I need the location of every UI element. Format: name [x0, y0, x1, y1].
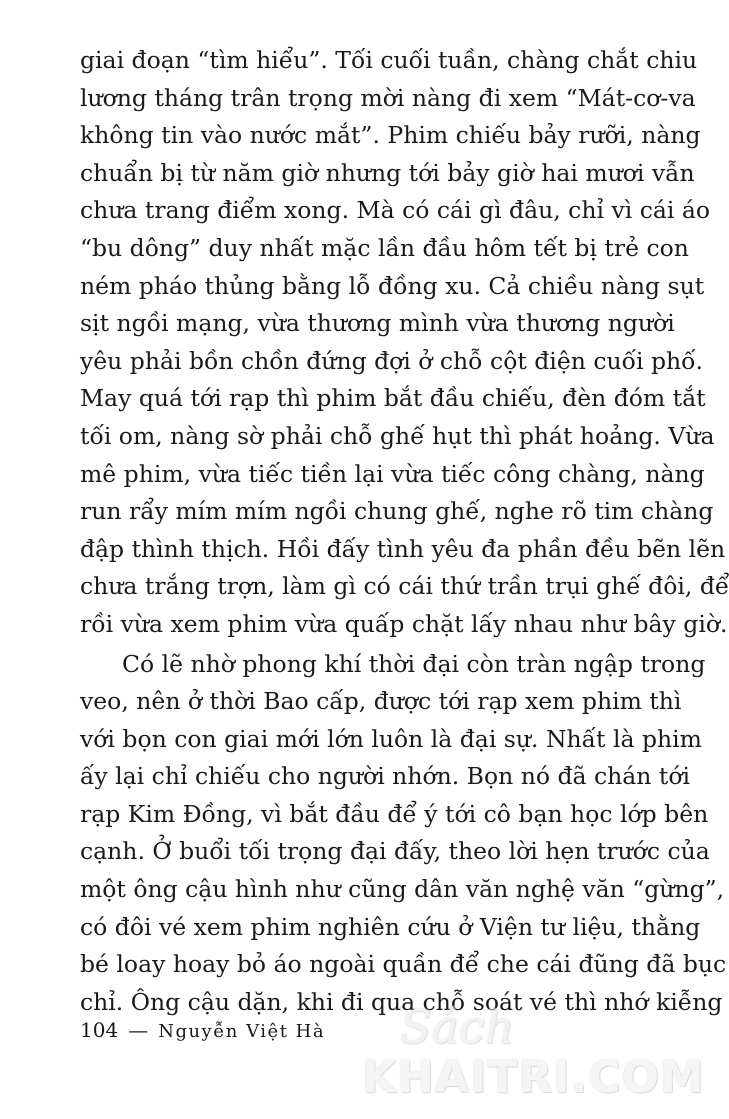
text-line: giai đoạn “tìm hiểu”. Tối cuối tuần, chàng chắt chiu	[80, 46, 698, 74]
text-line: chuẩn bị từ năm giờ nhưng tới bảy giờ hai mươi vẫn	[80, 158, 695, 187]
text-line: May quá tới rạp thì phim bắt đầu chiếu, đèn đóm tắt	[80, 384, 706, 413]
page-footer	[80, 1018, 325, 1042]
text-line: rạp Kim Đồng, vì bắt đầu để ý tới cô bạn học lớp bên	[80, 799, 709, 828]
text-line: chưa trang điểm xong. Mà có cái gì đâu, chỉ vì cái áo	[80, 196, 711, 225]
footer-dash: —	[128, 1018, 149, 1042]
text-line: chỉ. Ông cậu dặn, khi đi qua chỗ soát vé thì nhớ kiễng	[80, 987, 723, 1016]
text-line: chưa trắng trợn, làm gì có cái thứ trần trụi ghế đôi, để	[80, 572, 729, 601]
text-line: đập thình thịch. Hồi đấy tình yêu đa phần đều bẽn lẽn	[80, 534, 726, 563]
author-name: Nguyễn Việt Hà	[158, 1021, 326, 1042]
text-line: một ông cậu hình như cũng dân văn nghệ văn “gừng”,	[80, 875, 725, 904]
text-line: yêu phải bồn chồn đứng đợi ở chỗ cột điện cuối phố.	[80, 346, 704, 375]
text-line-paragraph-end: rồi vừa xem phim vừa quấp chặt lấy nhau như bây giờ.	[80, 609, 728, 638]
text-line: không tin vào nước mắt”. Phim chiếu bảy rưỡi, nàng	[80, 121, 701, 150]
text-line: có đôi vé xem phim nghiên cứu ở Viện tư liệu, thằng	[80, 912, 701, 941]
text-line: với bọn con giai mới lớn luôn là đại sự. Nhất là phim	[80, 724, 702, 753]
text-line: “bu dông” duy nhất mặc lần đầu hôm tết bị trẻ con	[80, 233, 689, 262]
text-line: ấy lại chỉ chiếu cho người nhớn. Bọn nó đã chán tới	[80, 762, 690, 791]
text-line: veo, nên ở thời Bao cấp, được tới rạp xem phim thì	[80, 687, 682, 716]
text-line-paragraph-start: Có lẽ nhờ phong khí thời đại còn tràn ngập trong	[122, 649, 706, 678]
watermark-logo	[362, 1000, 705, 1110]
text-line: ném pháo thủng bằng lỗ đồng xu. Cả chiều nàng sụt	[80, 271, 705, 300]
text-line: lương tháng trân trọng mời nàng đi xem “Mát-cơ-va	[80, 83, 696, 112]
text-line: tối om, nàng sờ phải chỗ ghế hụt thì phát hoảng. Vừa	[80, 421, 715, 450]
text-line: run rẩy mím mím ngồi chung ghế, nghe rõ tim chàng	[80, 497, 714, 526]
text-line: mê phim, vừa tiếc tiền lại vừa tiếc công chàng, nàng	[80, 459, 705, 488]
text-line: sịt ngồi mạng, vừa thương mình vừa thương người	[80, 309, 675, 338]
text-line: cạnh. Ở buổi tối trọng đại đấy, theo lời hẹn trước của	[80, 837, 710, 866]
page-number: 104	[80, 1018, 119, 1042]
page-body	[80, 42, 729, 1021]
watermark-script: Sách	[400, 1000, 515, 1054]
watermark-brand: KHAITRI.COM	[362, 1052, 705, 1103]
text-line: bé loay hoay bỏ áo ngoài quần để che cái đũng đã bục	[80, 950, 727, 979]
